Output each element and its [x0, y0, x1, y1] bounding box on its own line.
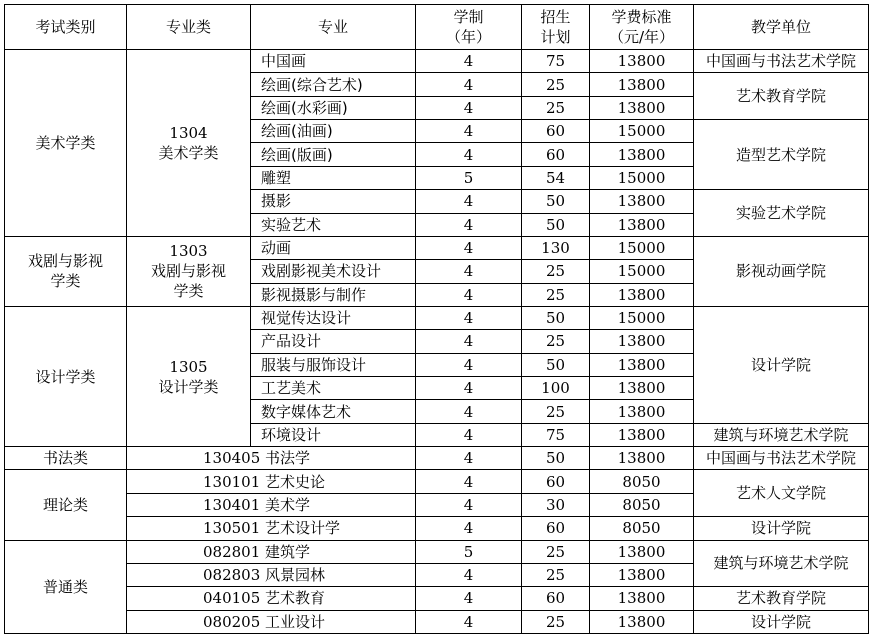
plan-cell: 54 [522, 166, 590, 189]
years-cell: 4 [416, 493, 522, 516]
unit-cell: 实验艺术学院 [694, 190, 869, 237]
header-enroll-line2: 计划 [540, 28, 571, 46]
header-unit: 教学单位 [694, 5, 869, 50]
unit-cell: 艺术人文学院 [694, 470, 869, 517]
years-cell: 4 [416, 96, 522, 119]
years-cell: 4 [416, 400, 522, 423]
plan-cell: 25 [522, 96, 590, 119]
enrollment-table [4, 4, 869, 634]
major-cell: 130401 美术学 [127, 493, 416, 516]
years-cell: 4 [416, 610, 522, 633]
plan-cell: 60 [522, 517, 590, 540]
years-cell: 4 [416, 143, 522, 166]
plan-cell: 60 [522, 470, 590, 493]
plan-cell: 25 [522, 610, 590, 633]
years-cell: 4 [416, 423, 522, 446]
major-cell: 130101 艺术史论 [127, 470, 416, 493]
years-cell: 4 [416, 73, 522, 96]
major-cell: 工艺美术 [251, 377, 416, 400]
plan-cell: 25 [522, 73, 590, 96]
major-cell: 绘画(水彩画) [251, 96, 416, 119]
table-row [5, 540, 869, 563]
plan-cell: 25 [522, 283, 590, 306]
class-cell [127, 236, 251, 306]
plan-cell: 50 [522, 447, 590, 470]
fee-cell: 13800 [590, 563, 694, 586]
fee-cell: 13800 [590, 423, 694, 446]
category-line1: 戏剧与影视 [27, 252, 103, 271]
plan-cell: 25 [522, 330, 590, 353]
years-cell: 4 [416, 260, 522, 283]
fee-cell: 13800 [590, 400, 694, 423]
unit-cell: 建筑与环境艺术学院 [694, 423, 869, 446]
class-name-line1: 戏剧与影视 [150, 262, 226, 281]
unit-cell: 造型艺术学院 [694, 120, 869, 190]
category-cell: 理论类 [5, 470, 127, 540]
major-cell: 产品设计 [251, 330, 416, 353]
unit-cell: 影视动画学院 [694, 236, 869, 306]
plan-cell: 25 [522, 400, 590, 423]
category-cell: 书法类 [5, 447, 127, 470]
years-cell: 4 [416, 213, 522, 236]
fee-cell: 15000 [590, 166, 694, 189]
class-name: 美术学类 [158, 143, 219, 162]
fee-cell: 13800 [590, 190, 694, 213]
fee-cell: 13800 [590, 540, 694, 563]
years-cell: 4 [416, 236, 522, 259]
years-cell: 4 [416, 330, 522, 353]
major-cell: 绘画(油画) [251, 120, 416, 143]
major-cell: 实验艺术 [251, 213, 416, 236]
unit-cell: 设计学院 [694, 306, 869, 423]
unit-cell: 中国画与书法艺术学院 [694, 447, 869, 470]
header-duration-line2: （年） [445, 28, 491, 46]
plan-cell: 25 [522, 260, 590, 283]
class-cell [127, 306, 251, 446]
years-cell: 4 [416, 587, 522, 610]
major-cell: 130405 书法学 [127, 447, 416, 470]
table-row [5, 470, 869, 493]
years-cell: 4 [416, 120, 522, 143]
fee-cell: 13800 [590, 50, 694, 73]
category-cell: 美术学类 [5, 50, 127, 237]
major-cell: 环境设计 [251, 423, 416, 446]
plan-cell: 60 [522, 587, 590, 610]
header-enroll [522, 5, 590, 50]
header-exam-category: 考试类别 [5, 5, 127, 50]
plan-cell: 130 [522, 236, 590, 259]
years-cell: 4 [416, 190, 522, 213]
plan-cell: 25 [522, 540, 590, 563]
fee-cell: 15000 [590, 306, 694, 329]
unit-cell: 设计学院 [694, 610, 869, 633]
header-duration [416, 5, 522, 50]
fee-cell: 15000 [590, 236, 694, 259]
major-cell: 服装与服饰设计 [251, 353, 416, 376]
major-cell: 绘画(综合艺术) [251, 73, 416, 96]
years-cell: 4 [416, 470, 522, 493]
category-line2: 学类 [50, 272, 81, 291]
years-cell: 4 [416, 50, 522, 73]
years-cell: 4 [416, 353, 522, 376]
header-row [5, 5, 869, 50]
unit-cell: 中国画与书法艺术学院 [694, 50, 869, 73]
plan-cell: 100 [522, 377, 590, 400]
fee-cell: 13800 [590, 353, 694, 376]
class-code: 1303 [169, 242, 208, 261]
major-cell: 中国画 [251, 50, 416, 73]
table-row [5, 447, 869, 470]
years-cell: 4 [416, 563, 522, 586]
table-row [5, 517, 869, 540]
fee-cell: 13800 [590, 96, 694, 119]
major-cell: 动画 [251, 236, 416, 259]
plan-cell: 50 [522, 190, 590, 213]
years-cell: 4 [416, 517, 522, 540]
major-cell: 130501 艺术设计学 [127, 517, 416, 540]
class-code: 1305 [169, 357, 208, 376]
years-cell: 4 [416, 283, 522, 306]
major-cell: 雕塑 [251, 166, 416, 189]
major-cell: 080205 工业设计 [127, 610, 416, 633]
header-fee [590, 5, 694, 50]
category-cell: 设计学类 [5, 306, 127, 446]
major-cell: 082803 风景园林 [127, 563, 416, 586]
fee-cell: 13800 [590, 447, 694, 470]
class-name: 设计学类 [158, 377, 219, 396]
header-fee-line2: （元/年） [608, 28, 675, 46]
fee-cell: 13800 [590, 143, 694, 166]
major-cell: 视觉传达设计 [251, 306, 416, 329]
years-cell: 5 [416, 540, 522, 563]
table-row [5, 587, 869, 610]
fee-cell: 13800 [590, 587, 694, 610]
major-cell: 绘画(版画) [251, 143, 416, 166]
years-cell: 4 [416, 377, 522, 400]
class-code: 1304 [169, 123, 208, 142]
fee-cell: 13800 [590, 377, 694, 400]
fee-cell: 15000 [590, 260, 694, 283]
plan-cell: 60 [522, 143, 590, 166]
fee-cell: 13800 [590, 330, 694, 353]
plan-cell: 50 [522, 213, 590, 236]
unit-cell: 建筑与环境艺术学院 [694, 540, 869, 587]
fee-cell: 8050 [590, 493, 694, 516]
plan-cell: 60 [522, 120, 590, 143]
unit-cell: 艺术教育学院 [694, 587, 869, 610]
plan-cell: 50 [522, 306, 590, 329]
header-major: 专业 [251, 5, 416, 50]
class-name-line2: 学类 [173, 282, 204, 301]
plan-cell: 75 [522, 423, 590, 446]
table-row [5, 610, 869, 633]
table-row [5, 306, 869, 329]
fee-cell: 13800 [590, 610, 694, 633]
major-cell: 戏剧影视美术设计 [251, 260, 416, 283]
header-major-class: 专业类 [127, 5, 251, 50]
fee-cell: 13800 [590, 73, 694, 96]
header-fee-line1: 学费标准 [611, 8, 672, 26]
major-cell: 040105 艺术教育 [127, 587, 416, 610]
major-cell: 摄影 [251, 190, 416, 213]
plan-cell: 30 [522, 493, 590, 516]
major-cell: 082801 建筑学 [127, 540, 416, 563]
class-cell [127, 50, 251, 237]
plan-cell: 75 [522, 50, 590, 73]
major-cell: 影视摄影与制作 [251, 283, 416, 306]
major-cell: 数字媒体艺术 [251, 400, 416, 423]
years-cell: 4 [416, 447, 522, 470]
table-row [5, 236, 869, 259]
header-enroll-line1: 招生 [540, 8, 571, 26]
unit-cell: 艺术教育学院 [694, 73, 869, 120]
table-row [5, 50, 869, 73]
fee-cell: 8050 [590, 470, 694, 493]
unit-cell: 设计学院 [694, 517, 869, 540]
fee-cell: 13800 [590, 213, 694, 236]
category-cell: 普通类 [5, 540, 127, 633]
category-cell [5, 236, 127, 306]
years-cell: 5 [416, 166, 522, 189]
header-duration-line1: 学制 [453, 8, 484, 26]
years-cell: 4 [416, 306, 522, 329]
fee-cell: 15000 [590, 120, 694, 143]
fee-cell: 8050 [590, 517, 694, 540]
plan-cell: 25 [522, 563, 590, 586]
plan-cell: 50 [522, 353, 590, 376]
fee-cell: 13800 [590, 283, 694, 306]
